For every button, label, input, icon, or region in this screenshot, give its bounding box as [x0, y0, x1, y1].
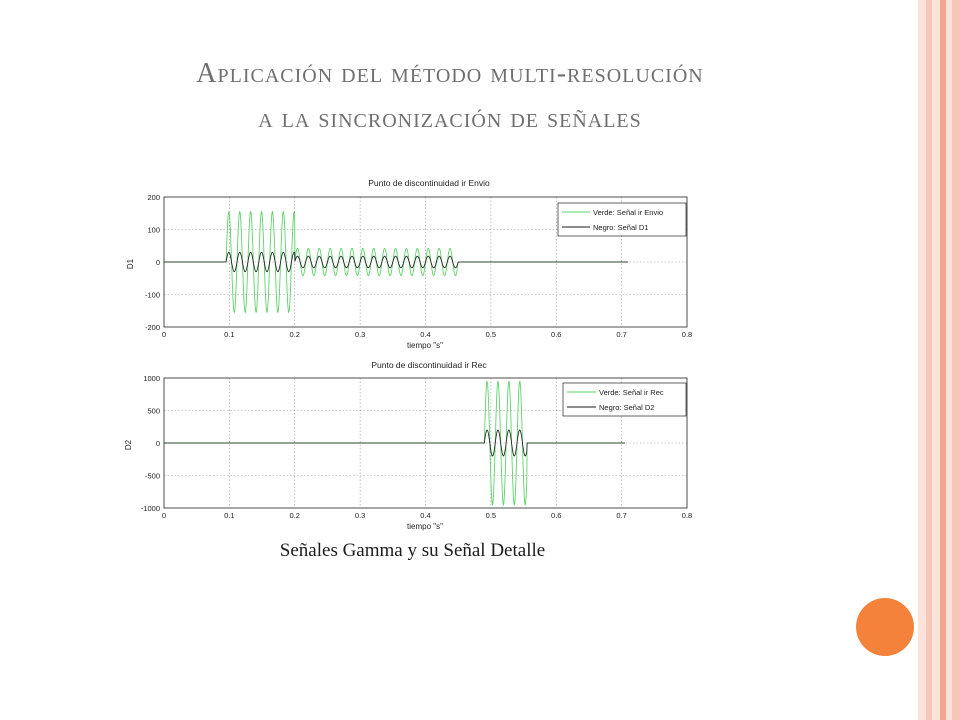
chart-envio	[110, 172, 710, 352]
x-tick-label: 0.1	[224, 511, 235, 520]
y-tick-label: -100	[144, 290, 160, 300]
x-tick-label: 0.8	[681, 511, 693, 520]
legend	[563, 383, 686, 416]
figure-caption: Señales Gamma y su Señal Detalle	[279, 540, 546, 561]
legend-label-black: Negro: Señal D2	[599, 403, 655, 412]
slide-title-line1: Aplicación del método multi-resolución	[196, 58, 704, 89]
x-tick-label: 0.7	[616, 511, 627, 520]
y-tick-label: 0	[155, 258, 160, 267]
decor-stripe-3	[932, 0, 940, 720]
x-tick-label: 0.6	[551, 511, 562, 520]
x-tick-label: 0.6	[551, 330, 562, 339]
chart-title: Punto de discontinuidad ir Rec	[371, 360, 487, 370]
x-tick-labels	[162, 511, 692, 520]
series-line-black	[164, 430, 625, 456]
x-axis-label: tiempo "s"	[407, 522, 443, 531]
legend-label-green: Verde: Señal ir Rec	[599, 388, 664, 397]
y-tick-label: 500	[147, 406, 160, 416]
x-axis-label: tiempo "s"	[407, 341, 443, 350]
x-tick-label: 0.3	[354, 511, 366, 520]
x-tick-label: 0	[161, 330, 167, 339]
y-axis-label: D2	[124, 439, 133, 451]
y-tick-label: -1000	[140, 504, 160, 513]
chart-title: Punto de discontinuidad ir Envio	[368, 178, 490, 188]
y-tick-label: 1000	[143, 374, 160, 383]
x-tick-label: 0.3	[354, 330, 366, 339]
chart-rec	[110, 353, 710, 533]
legend-label-green: Verde: Señal ir Envio	[593, 208, 664, 217]
y-tick-labels	[141, 374, 160, 513]
x-tick-label: 0.2	[289, 511, 300, 520]
x-tick-label: 0.5	[485, 330, 497, 339]
y-tick-label: 200	[147, 193, 160, 202]
decor-stripe-6	[952, 0, 960, 720]
plot-lines	[164, 381, 625, 504]
y-tick-label: 0	[155, 439, 160, 448]
x-tick-label: 0.5	[485, 511, 497, 520]
decor-orange-circle	[856, 598, 914, 656]
x-tick-label: 0.4	[420, 330, 431, 339]
x-tick-labels	[162, 330, 692, 339]
decor-stripe-1	[918, 0, 926, 720]
x-tick-label: 0.2	[289, 330, 300, 339]
legend-label-black: Negro: Señal D1	[593, 223, 649, 232]
x-tick-label: 0.4	[420, 511, 431, 520]
x-tick-label: 0	[161, 511, 167, 520]
y-axis-label: D1	[126, 258, 135, 270]
y-tick-label: -200	[144, 323, 160, 332]
x-tick-label: 0.7	[616, 330, 627, 339]
x-tick-label: 0.1	[224, 330, 235, 339]
y-tick-label: 100	[147, 225, 160, 235]
slide-title-line2: a la sincronización de señales	[258, 103, 642, 134]
y-tick-labels	[145, 193, 160, 332]
y-tick-label: -500	[144, 471, 160, 481]
legend	[558, 203, 686, 236]
x-tick-label: 0.8	[681, 330, 693, 339]
